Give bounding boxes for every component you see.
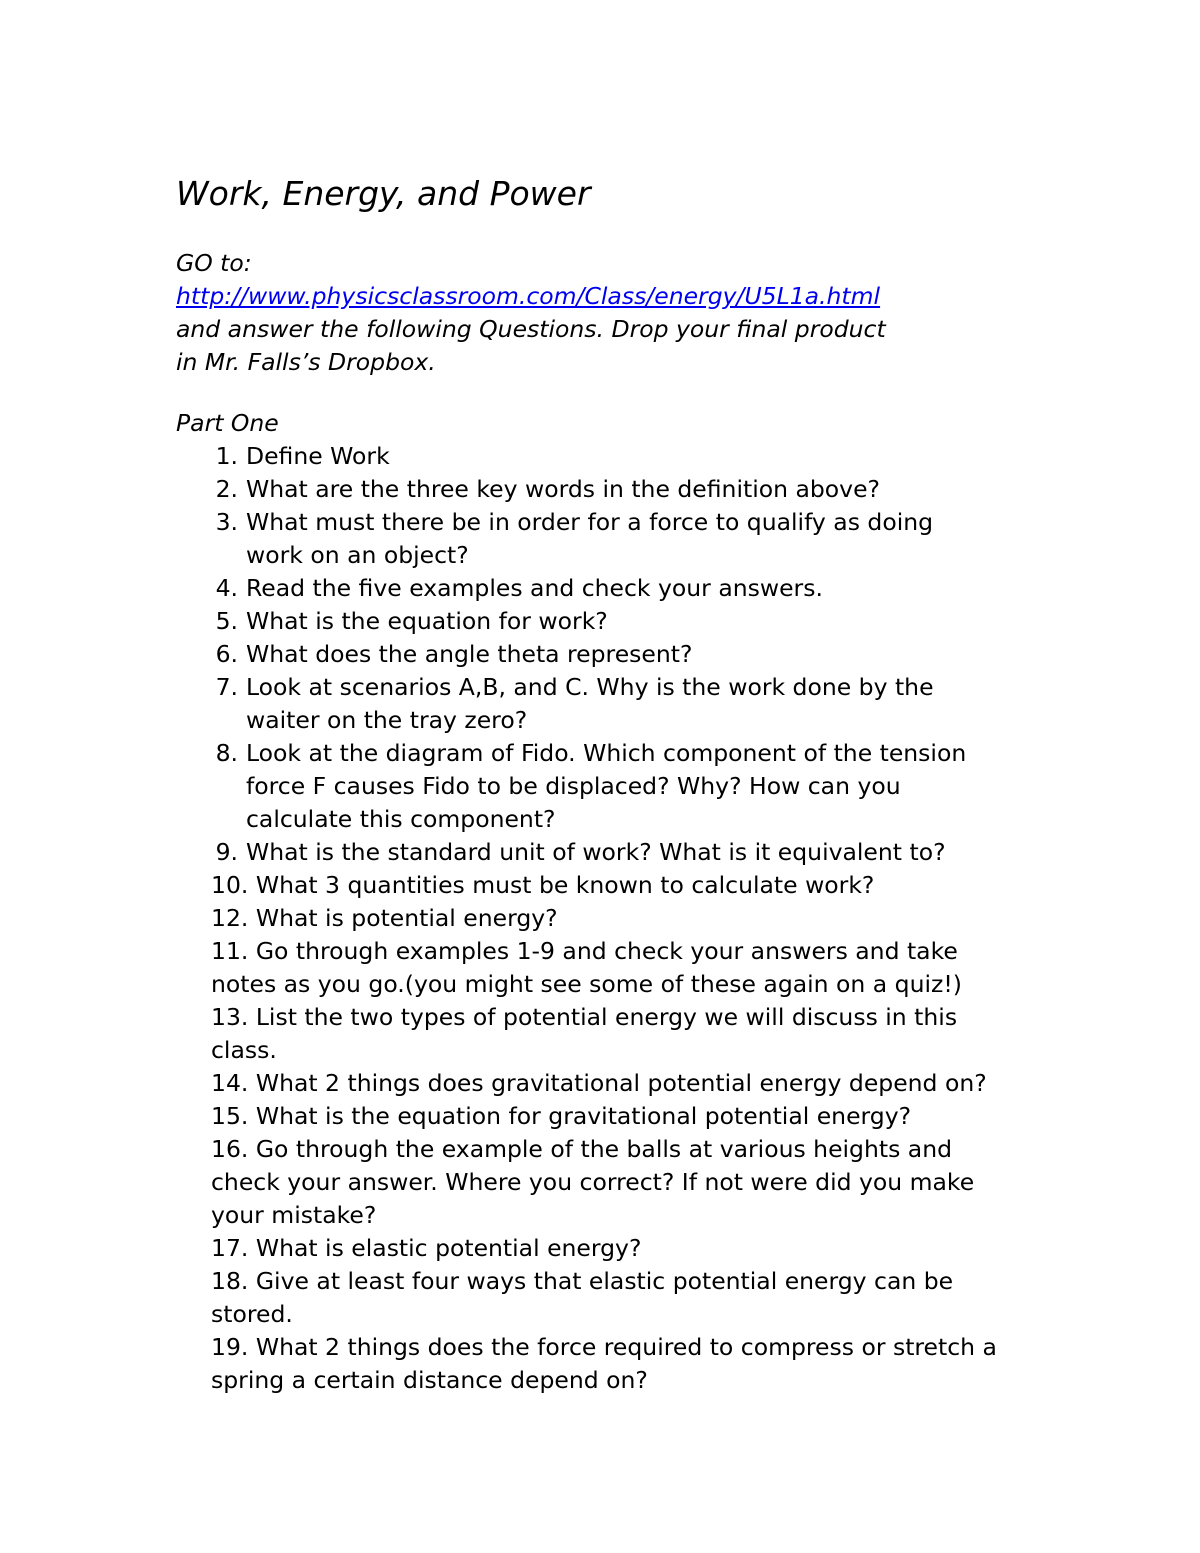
question-line: What must there be in order for a force to qualify as doing	[246, 508, 934, 536]
list-item	[176, 473, 1056, 506]
question-number: 7.	[215, 673, 238, 701]
question-line: waiter on the tray zero?	[246, 706, 528, 734]
question-text	[246, 737, 1056, 836]
question-number: 3.	[215, 508, 238, 536]
question-paragraph	[211, 1265, 1056, 1331]
question-line: 11. Go through examples 1-9 and check your answers and take	[211, 937, 958, 965]
question-line: 14. What 2 things does gravitational potential energy depend on?	[211, 1069, 987, 1097]
go-to-label: GO to:	[176, 249, 252, 277]
question-paragraph	[211, 1001, 1056, 1067]
question-text	[246, 572, 1056, 605]
question-line: Read the five examples and check your answers.	[246, 574, 823, 602]
list-item	[176, 440, 1056, 473]
question-number: 1.	[215, 442, 238, 470]
intro-block	[176, 247, 1056, 379]
link-line	[176, 280, 1056, 313]
question-line: Define Work	[246, 442, 390, 470]
list-item	[176, 572, 1056, 605]
question-paragraph	[211, 1100, 1056, 1133]
question-line: calculate this component?	[246, 805, 556, 833]
question-line: 18. Give at least four ways that elastic potential energy can be	[211, 1267, 954, 1295]
question-number: 2.	[215, 475, 238, 503]
list-item	[176, 605, 1056, 638]
question-paragraph	[211, 1133, 1056, 1232]
question-number: 9.	[215, 838, 238, 866]
question-line: What are the three key words in the definition above?	[246, 475, 880, 503]
question-line: stored.	[211, 1300, 293, 1328]
instruction-line-1: and answer the following Questions. Drop your final product	[176, 315, 886, 343]
question-line: Look at the diagram of Fido. Which component of the tension	[246, 739, 967, 767]
question-line: What is the standard unit of work? What is it equivalent to?	[246, 838, 946, 866]
question-line: 12. What is potential energy?	[211, 904, 558, 932]
question-paragraph	[211, 1331, 1056, 1397]
question-number: 6.	[215, 640, 238, 668]
question-text	[246, 605, 1056, 638]
physicsclassroom-link[interactable]: http://www.physicsclassroom.com/Class/energy/U5L1a.html	[176, 282, 881, 310]
question-line: What is the equation for work?	[246, 607, 608, 635]
list-item	[176, 836, 1056, 869]
question-line: 19. What 2 things does the force required to compress or stretch a	[211, 1333, 997, 1361]
question-number: 4.	[215, 574, 238, 602]
instruction-line-2: in Mr. Falls’s Dropbox.	[176, 348, 436, 376]
question-paragraph	[211, 935, 1056, 1001]
question-text	[246, 473, 1056, 506]
question-text	[246, 506, 1056, 572]
part-label: Part One	[176, 409, 279, 437]
question-line: 10. What 3 quantities must be known to calculate work?	[211, 871, 875, 899]
question-line: notes as you go.(you might see some of these again on a quiz!)	[211, 970, 962, 998]
question-paragraph	[211, 902, 1056, 935]
question-paragraph	[211, 1067, 1056, 1100]
question-paragraph	[211, 1232, 1056, 1265]
question-line: 16. Go through the example of the balls at various heights and	[211, 1135, 953, 1163]
question-text	[246, 638, 1056, 671]
question-line: work on an object?	[246, 541, 469, 569]
list-item	[176, 737, 1056, 836]
list-item	[176, 506, 1056, 572]
list-item	[176, 671, 1056, 737]
question-line: 13. List the two types of potential energy we will discuss in this	[211, 1003, 958, 1031]
question-number: 8.	[215, 739, 238, 767]
page-title: Work, Energy, and Power	[176, 174, 591, 213]
question-text	[246, 671, 1056, 737]
question-line: 15. What is the equation for gravitational potential energy?	[211, 1102, 912, 1130]
question-line: force F causes Fido to be displaced? Why? How can you	[246, 772, 901, 800]
question-line: class.	[211, 1036, 277, 1064]
question-line: Look at scenarios A,B, and C. Why is the work done by the	[246, 673, 934, 701]
question-line: spring a certain distance depend on?	[211, 1366, 648, 1394]
list-item	[176, 638, 1056, 671]
question-text	[246, 836, 1056, 869]
question-line: check your answer. Where you correct? If not were did you make	[211, 1168, 975, 1196]
question-paragraph	[211, 869, 1056, 902]
question-number: 5.	[215, 607, 238, 635]
question-text	[246, 440, 1056, 473]
question-list	[176, 440, 1056, 1397]
question-line: your mistake?	[211, 1201, 377, 1229]
question-line: What does the angle theta represent?	[246, 640, 693, 668]
question-line: 17. What is elastic potential energy?	[211, 1234, 642, 1262]
